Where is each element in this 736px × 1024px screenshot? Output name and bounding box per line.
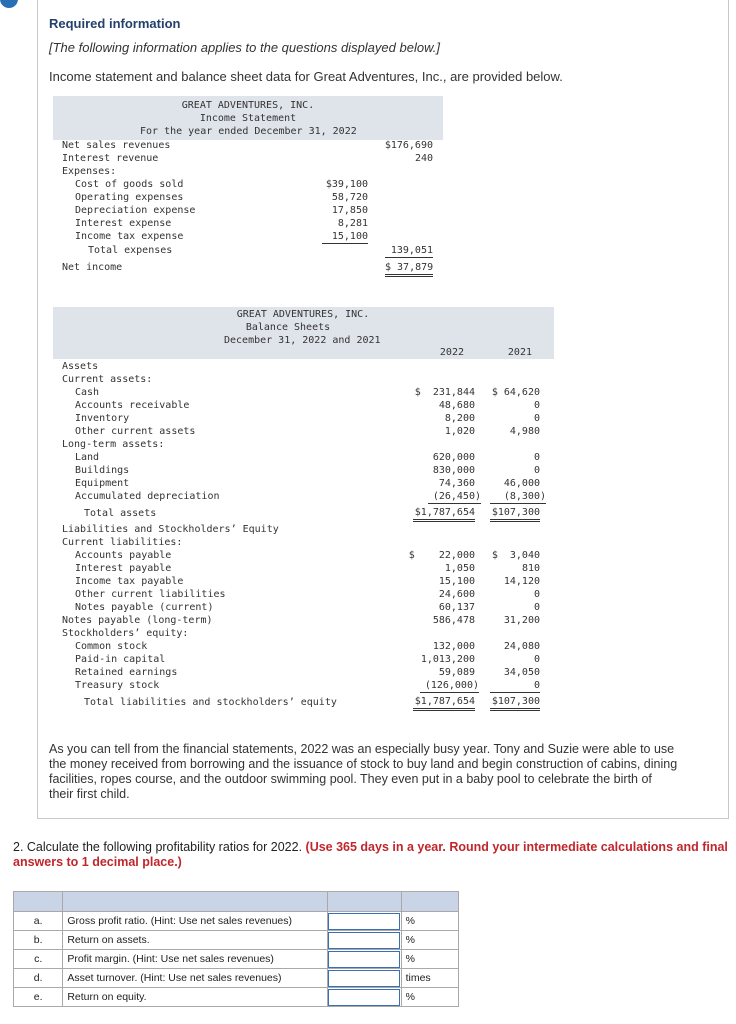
bs-row-2021: 46,000 [503, 478, 540, 489]
is-net-sales: $176,690 [384, 140, 433, 151]
is-expense-value: 8,281 [337, 218, 368, 229]
bs-row-2022: 15,100 [438, 576, 475, 587]
bs-row-2021: 0 [533, 589, 540, 600]
is-net-income: $ 37,879 [385, 262, 433, 277]
is-expense-label: Operating expenses [75, 192, 184, 203]
bs-notes-long-2021: 31,200 [503, 615, 540, 626]
is-expense-label: Depreciation expense [75, 205, 196, 216]
bs-row-2022: 60,137 [438, 602, 475, 613]
bs-row-2022: (126,000) [420, 680, 479, 693]
ratio-label: Return on equity. [63, 988, 328, 1007]
ratio-label: Profit margin. (Hint: Use net sales revenues) [63, 950, 328, 969]
ratio-label: Return on assets. [63, 931, 328, 950]
is-expense-value: $39,100 [325, 179, 368, 190]
is-expenses-label: Expenses: [62, 166, 117, 177]
ratio-letter: e. [14, 988, 63, 1007]
bs-row-2022: 74,360 [438, 478, 475, 489]
is-interest-revenue-label: Interest revenue [62, 153, 159, 164]
ratio-letter: c. [14, 950, 63, 969]
bs-row-label: Cash [75, 387, 100, 398]
bs-row-2021: 24,080 [503, 641, 540, 652]
intro-text: Income statement and balance sheet data for Great Adventures, Inc., are provided below. [49, 69, 563, 84]
is-total-expenses: 139,051 [385, 245, 433, 258]
bs-total-le-label: Total liabilities and stockholders’ equity [84, 697, 337, 708]
ratio-letter: d. [14, 969, 63, 988]
bs-row-label: Retained earnings [75, 667, 178, 678]
bs-row-label: Accumulated depreciation [75, 491, 220, 502]
bs-row-2022: 48,680 [438, 400, 475, 411]
ratio-label: Asset turnover. (Hint: Use net sales revenues) [63, 969, 328, 988]
is-expense-value: 58,720 [331, 192, 368, 203]
profit-margin-input[interactable] [328, 951, 400, 968]
bs-row-2022: 1,050 [444, 563, 475, 574]
ratio-letter: a. [14, 912, 63, 931]
is-company: GREAT ADVENTURES, INC. [181, 100, 315, 111]
bs-total-assets-label: Total assets [84, 508, 157, 519]
bs-total-le-2022: $1,787,654 [413, 696, 475, 711]
ratio-label: Gross profit ratio. (Hint: Use net sales revenues) [63, 912, 328, 931]
is-title: Income Statement [199, 113, 297, 124]
bs-row-2021: $ 64,620 [491, 387, 540, 398]
bs-row-2021: 810 [521, 563, 540, 574]
is-period: For the year ended December 31, 2022 [140, 126, 357, 137]
ratio-unit: times [401, 969, 458, 988]
bs-row-label: Buildings [75, 465, 130, 476]
ratio-unit: % [401, 988, 458, 1007]
bs-liab-equity-label: Liabilities and Stockholders’ Equity [62, 524, 279, 535]
bs-row-label: Accounts payable [75, 550, 172, 561]
is-total-expenses-label: Total expenses [88, 245, 173, 256]
bs-row-2021: 0 [533, 602, 540, 613]
bs-notes-long-label: Notes payable (long-term) [62, 615, 213, 626]
bs-notes-long-2022: 586,478 [432, 615, 475, 626]
bs-row-label: Accounts receivable [75, 400, 190, 411]
bs-row-2021: 0 [533, 654, 540, 665]
is-net-income-label: Net income [62, 262, 123, 273]
is-expense-value: 15,100 [322, 231, 368, 244]
bs-row-label: Equipment [75, 478, 130, 489]
bs-row-2021: 4,980 [509, 426, 540, 437]
bs-company: GREAT ADVENTURES, INC. [236, 309, 370, 320]
bs-total-assets-2021: $107,300 [490, 507, 540, 522]
bs-row-2021: 0 [490, 680, 540, 693]
bs-row-2022: $ 231,844 [414, 387, 475, 398]
bs-row-label: Income tax payable [75, 576, 184, 587]
bs-title: Balance Sheets [245, 322, 331, 333]
bs-col-2021: 2021 [507, 347, 532, 358]
bs-date: December 31, 2022 and 2021 [224, 335, 381, 346]
bs-row-2021: 0 [533, 465, 540, 476]
bs-row-label: Notes payable (current) [75, 602, 214, 613]
return-on-assets-input[interactable] [328, 932, 400, 949]
bs-total-assets-2022: $1,787,654 [413, 507, 475, 522]
bs-row-2022: 59,089 [438, 667, 475, 678]
bs-current-liab-label: Current liabilities: [62, 537, 183, 548]
bs-row-label: Treasury stock [75, 680, 160, 691]
bs-row-label: Other current liabilities [75, 589, 226, 600]
bs-col-2022: 2022 [439, 347, 464, 358]
return-on-equity-input[interactable] [328, 989, 400, 1006]
question-text: 2. Calculate the following profitability ratios for 2022. [13, 840, 303, 854]
is-expense-label: Income tax expense [75, 231, 184, 242]
bs-row-label: Interest payable [75, 563, 172, 574]
bs-row-2021: $ 3,040 [491, 550, 540, 561]
bs-row-2022: 830,000 [432, 465, 475, 476]
ratio-unit: % [401, 950, 458, 969]
ratio-unit: % [401, 912, 458, 931]
bs-row-2022: $ 22,000 [408, 550, 475, 561]
bs-current-assets-label: Current assets: [62, 374, 153, 385]
required-info-title: Required information [49, 16, 181, 31]
ratio-table [13, 891, 459, 1007]
bs-row-label: Inventory [75, 413, 130, 424]
question-2 [13, 840, 733, 870]
gross-profit-ratio-input[interactable] [328, 913, 400, 930]
bs-row-2022: 1,020 [444, 426, 475, 437]
is-interest-revenue: 240 [414, 153, 433, 164]
bs-row-2022: 24,600 [438, 589, 475, 600]
bs-row-2022: 1,013,200 [420, 654, 475, 665]
is-net-sales-label: Net sales revenues [62, 140, 171, 151]
is-expense-label: Cost of goods sold [75, 179, 184, 190]
bs-long-term-label: Long-term assets: [62, 439, 165, 450]
is-expense-value: 17,850 [331, 205, 368, 216]
bs-row-2022: 132,000 [432, 641, 475, 652]
bs-row-2022: 620,000 [432, 452, 475, 463]
bs-row-2021: (8,300) [490, 491, 546, 504]
table-row [14, 988, 459, 1007]
asset-turnover-input[interactable] [328, 970, 400, 987]
bs-row-label: Common stock [75, 641, 148, 652]
table-row [14, 969, 459, 988]
question-instruction: (Use 365 days in a year. Round your intermediate calculations and final answers to 1 decimal place.) [13, 840, 728, 869]
bs-row-2022: 8,200 [444, 413, 475, 424]
bs-row-label: Land [75, 452, 100, 463]
bs-row-2021: 34,050 [503, 667, 540, 678]
info-note: [The following information applies to the questions displayed below.] [49, 40, 440, 55]
bs-row-2021: 0 [533, 413, 540, 424]
story-paragraph: As you can tell from the financial statements, 2022 was an especially busy year. Tony and Suzie were able to use the money received from borrowing and the issuance of stock to buy land and begin construction of cabins, dining facilities, ropes course, and the outdoor swimming pool. They even put in a baby pool to celebrate the birth of their first child. [49, 742, 678, 801]
ratio-letter: b. [14, 931, 63, 950]
bs-row-label: Other current assets [75, 426, 196, 437]
table-row [14, 912, 459, 931]
bs-row-label: Paid-in capital [75, 654, 166, 665]
is-expense-label: Interest expense [75, 218, 172, 229]
ratio-unit: % [401, 931, 458, 950]
bs-equity-label: Stockholders’ equity: [62, 628, 189, 639]
bs-total-le-2021: $107,300 [490, 696, 540, 711]
bs-row-2021: 14,120 [503, 576, 540, 587]
bs-assets-label: Assets [62, 361, 99, 372]
table-row [14, 931, 459, 950]
bs-row-2022: (26,450) [428, 491, 481, 504]
table-row [14, 950, 459, 969]
ratio-table-header [14, 892, 459, 912]
info-icon [0, 0, 18, 8]
bs-row-2021: 0 [533, 400, 540, 411]
bs-row-2021: 0 [533, 452, 540, 463]
